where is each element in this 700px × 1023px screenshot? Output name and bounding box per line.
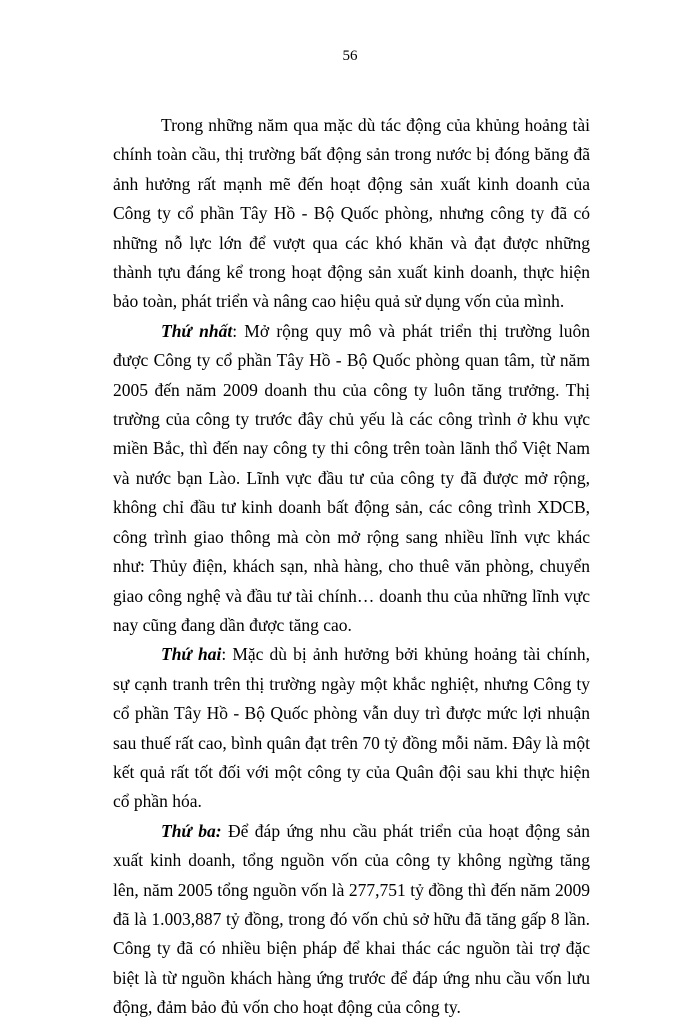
paragraph-intro	[113, 111, 590, 317]
paragraph-text: Trong những năm qua mặc dù tác động của khủng hoảng tài chính toàn cầu, thị trường bất động sản trong nước bị đóng băng đã ảnh hưởng rất mạnh mẽ đến hoạt động sản xuất kinh doanh của Công ty cổ phần Tây Hồ - Bộ Quốc phòng, nhưng công ty đã có những nỗ lực lớn để vượt qua các khó khăn và đạt được những thành tựu đáng kể trong hoạt động sản xuất kinh doanh, thực hiện bảo toàn, phát triển và nâng cao hiệu quả sử dụng vốn của mình.	[113, 115, 590, 312]
paragraph-text: Để đáp ứng nhu cầu phát triển của hoạt động sản xuất kinh doanh, tổng nguồn vốn của công ty không ngừng tăng lên, năm 2005 tổng nguồn vốn là 277,751 tỷ đồng thì đến năm 2009 đã là 1.003,887 tỷ đồng, trong đó vốn chủ sở hữu đã tăng gấp 8 lần. Công ty đã có nhiều biện pháp để khai thác các nguồn tài trợ đặc biệt là từ nguồn khách hàng ứng trước để đáp ứng nhu cầu vốn lưu động, đảm bảo đủ vốn cho hoạt động của công ty.	[113, 820, 590, 1018]
paragraph-text: : Mặc dù bị ảnh hưởng bởi khủng hoảng tài chính, sự cạnh tranh trên thị trường ngày một khắc nghiệt, nhưng Công ty cổ phần Tây Hồ - Bộ Quốc phòng vẫn duy trì được mức lợi nhuận sau thuế rất cao, bình quân đạt trên 70 tỷ đồng mỗi năm. Đây là một kết quả rất tốt đối với một công ty của Quân đội sau khi thực hiện cổ phần hóa.	[113, 644, 590, 812]
paragraph-second-point	[113, 640, 590, 816]
page-number: 56	[342, 48, 358, 64]
paragraph-text: : Mở rộng quy mô và phát triển thị trường luôn được Công ty cổ phần Tây Hồ - Bộ Quốc phòng quan tâm, từ năm 2005 đến năm 2009 doanh thu của công ty luôn tăng trưởng. Thị trường của công ty trước đây chủ yếu là các công trình ở khu vực miền Bắc, thì đến nay công ty thi công trên toàn lãnh thổ Việt Nam và nước bạn Lào. Lĩnh vực đầu tư của công ty đã được mở rộng, không chỉ đầu tư kinh doanh bất động sản, các công trình XDCB, công trình giao thông mà còn mở rộng sang nhiều lĩnh vực khác như: Thủy điện, khách sạn, nhà hàng, cho thuê văn phòng, chuyển giao công nghệ và đầu tư tài chính… doanh thu của những lĩnh vực nay cũng đang dần được tăng cao.	[113, 320, 590, 635]
body-text	[113, 111, 590, 1023]
run-in-heading: Thứ nhất	[161, 320, 233, 341]
run-in-heading: Thứ ba:	[161, 820, 222, 841]
run-in-heading: Thứ hai	[161, 644, 222, 665]
paragraph-first-point	[113, 317, 590, 640]
paragraph-third-point	[113, 817, 590, 1023]
